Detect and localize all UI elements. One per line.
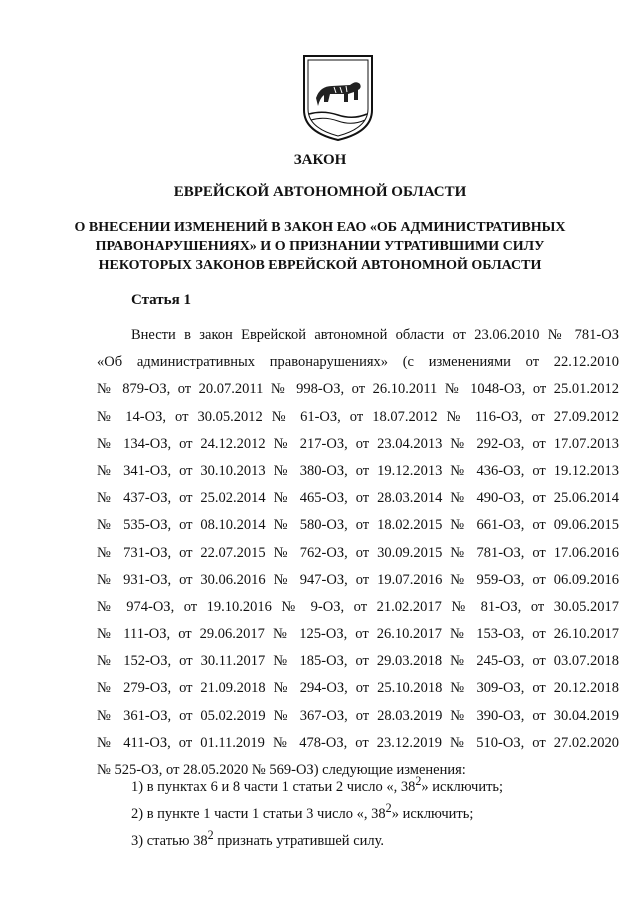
body-line: № 134-ОЗ, от 24.12.2012 № 217-ОЗ, от 23.04.2013 № 292-ОЗ, от 17.07.2013 — [97, 435, 619, 452]
item-text: » исключить; — [391, 806, 474, 823]
item-text: 1) в пунктах 6 и 8 части 1 статьи 2 число «, 38 — [131, 778, 416, 795]
body-line: № 974-ОЗ, от 19.10.2016 № 9-ОЗ, от 21.02.2017 № 81-ОЗ, от 30.05.2017 — [97, 598, 619, 615]
amendment-list — [131, 768, 503, 850]
article-heading: Статья 1 — [131, 292, 191, 308]
coat-of-arms-tiger-icon — [298, 52, 378, 142]
amendment-item — [131, 822, 503, 849]
item-superscript: 2 — [207, 828, 214, 843]
item-text: 2) в пункте 1 части 1 статьи 3 число «, 38 — [131, 806, 386, 823]
body-line: № 437-ОЗ, от 25.02.2014 № 465-ОЗ, от 28.03.2014 № 490-ОЗ, от 25.06.2014 — [97, 490, 619, 507]
item-text: признать утратившей силу. — [213, 833, 385, 850]
body-line: № 931-ОЗ, от 30.06.2016 № 947-ОЗ, от 19.07.2016 № 959-ОЗ, от 06.09.2016 — [97, 571, 619, 588]
amendment-item — [131, 795, 503, 822]
body-line: № 14-ОЗ, от 30.05.2012 № 61-ОЗ, от 18.07.2012 № 116-ОЗ, от 27.09.2012 — [97, 408, 619, 425]
item-superscript: 2 — [385, 801, 392, 816]
body-line: № 279-ОЗ, от 21.09.2018 № 294-ОЗ, от 25.10.2018 № 309-ОЗ, от 20.12.2018 — [97, 680, 619, 697]
body-line: № 361-ОЗ, от 05.02.2019 № 367-ОЗ, от 28.03.2019 № 390-ОЗ, от 30.04.2019 — [97, 707, 619, 724]
body-line: № 525-ОЗ, от 28.05.2020 № 569-ОЗ) следующие изменения: — [97, 762, 466, 778]
article-body — [97, 322, 619, 784]
body-line: № 341-ОЗ, от 30.10.2013 № 380-ОЗ, от 19.12.2013 № 436-ОЗ, от 19.12.2013 — [97, 462, 619, 479]
document-subject — [0, 218, 640, 275]
item-text: 3) статью 38 — [131, 833, 208, 850]
subject-line: ПРАВОНАРУШЕНИЯХ» И О ПРИЗНАНИИ УТРАТИВШИМИ СИЛУ — [95, 239, 545, 254]
amendment-item — [131, 768, 503, 795]
document-title: ЗАКОН — [293, 152, 347, 168]
body-line: «Об административных правонарушениях» (с изменениями от 22.12.2010 — [97, 354, 619, 371]
subject-line: О ВНЕСЕНИИ ИЗМЕНЕНИЙ В ЗАКОН ЕАО «ОБ АДМИНИСТРАТИВНЫХ — [74, 220, 566, 235]
document-region: ЕВРЕЙСКОЙ АВТОНОМНОЙ ОБЛАСТИ — [173, 184, 467, 200]
coat-of-arms-emblem — [298, 52, 378, 142]
body-line: № 411-ОЗ, от 01.11.2019 № 478-ОЗ, от 23.12.2019 № 510-ОЗ, от 27.02.2020 — [97, 734, 619, 751]
body-line: № 535-ОЗ, от 08.10.2014 № 580-ОЗ, от 18.02.2015 № 661-ОЗ, от 09.06.2015 — [97, 517, 619, 534]
item-superscript: 2 — [415, 774, 422, 788]
body-line: № 111-ОЗ, от 29.06.2017 № 125-ОЗ, от 26.10.2017 № 153-ОЗ, от 26.10.2017 — [97, 626, 619, 643]
body-line: Внести в закон Еврейской автономной области от 23.06.2010 № 781-ОЗ — [131, 327, 619, 343]
body-line: № 152-ОЗ, от 30.11.2017 № 185-ОЗ, от 29.03.2018 № 245-ОЗ, от 03.07.2018 — [97, 653, 619, 670]
body-line: № 879-ОЗ, от 20.07.2011 № 998-ОЗ, от 26.10.2011 № 1048-ОЗ, от 25.01.2012 — [97, 381, 619, 398]
subject-line: НЕКОТОРЫХ ЗАКОНОВ ЕВРЕЙСКОЙ АВТОНОМНОЙ ОБЛАСТИ — [98, 258, 542, 273]
item-text: » исключить; — [421, 778, 504, 795]
body-line: № 731-ОЗ, от 22.07.2015 № 762-ОЗ, от 30.09.2015 № 781-ОЗ, от 17.06.2016 — [97, 544, 619, 561]
